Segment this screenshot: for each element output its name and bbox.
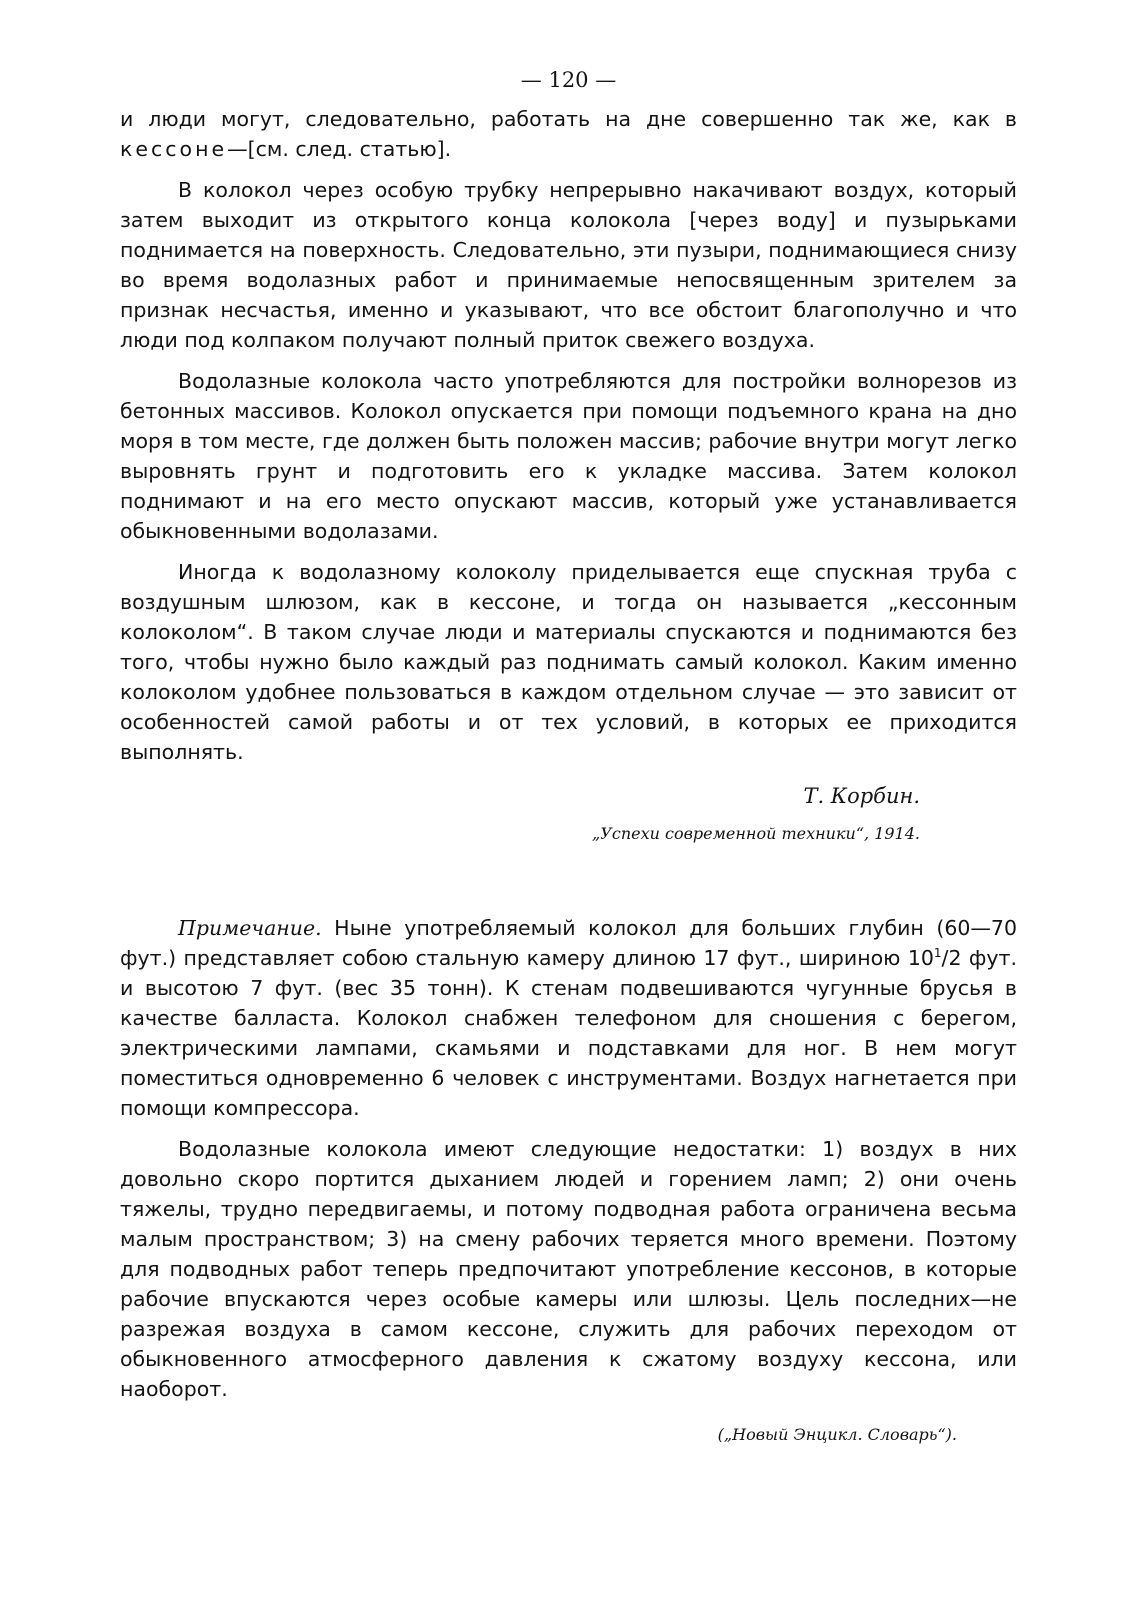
- article-source: „Успехи современной техники“, 1914.: [592, 824, 920, 843]
- page: [120, 66, 1017, 1450]
- paragraph-disadvantages: Водолазные колокола имеют следующие недостатки: 1) воздух в них довольно скоро портится дыханием людей и горением ламп; 2) они очень тяжелы, трудно передвигаемы, и потому подводная работа ограничена весьма малым пространством; 3) на смену рабочих теряется много времени. Поэтому для подводных работ теперь предпочитают употребление кессонов, в которые рабочие впускаются через особые камеры или шлюзы. Цель последних—не разрежая воздуха в самом кессоне, служить для рабочих переходом от обыкновенного атмосферного давления к сжатому воздуху кессона, или наоборот.: [120, 1137, 1017, 1401]
- section-gap: [120, 849, 1017, 913]
- spaced-word: кессоне: [120, 137, 228, 161]
- page-number: — 120 —: [520, 68, 617, 92]
- author-signature: Т. Корбин.: [803, 784, 920, 808]
- paragraph-continuation: [120, 104, 1017, 164]
- paragraph-continuation-end: —[см. след. статью].: [227, 137, 452, 161]
- paragraph-caisson-bell: Иногда к водолазному колоколу приделывается еще спускная труба с воздушным шлюзом, как в кессоне, и тогда он называется „кессонным колоколом“. В таком случае люди и материалы спускаются и поднимаются без того, чтобы нужно было каждый раз поднимать самый колокол. Каким именно колоколом удобнее пользоваться в каждом отдельном случае — это зависит от особенностей самой работы и от тех условий, в которых ее приходится выполнять.: [120, 560, 1017, 764]
- note-paragraph: [120, 913, 1017, 1123]
- encyclopedia-source: („Новый Энцикл. Словарь“).: [717, 1425, 957, 1444]
- fraction-numerator: 1: [933, 946, 942, 961]
- note-text-end: фут. и высотою 7 фут. (вес 35 тонн). К стенам подвешиваются чугунные брусья в качестве балласта. Колокол снабжен телефоном для сношения с берегом, электрическими лампами, скамьями и подставками для ног. В нем могут поместиться одновременно 6 человек с инструментами. Воздух нагнетается при помощи компрессора.: [120, 946, 1017, 1120]
- paragraph-breakwaters: Водолазные колокола часто употребляются для постройки волнорезов из бетонных массивов. Колокол опускается при помощи подъемного крана на дно моря в том месте, где должен быть положен массив; рабочие внутри могут легко выровнять грунт и подготовить его к укладке массива. Затем колокол поднимают и на его место опускают массив, который уже устанавливается обыкновенными водолазами.: [120, 369, 1017, 543]
- paragraph-continuation-text: и люди могут, следовательно, работать на дне совершенно так же, как в: [120, 107, 1017, 131]
- paragraph-air-supply: В колокол через особую трубку непрерывно накачивают воздух, который затем выходит из открытого конца колокола [через воду] и пузырьками поднимается на поверхность. Следовательно, эти пузыри, поднимающиеся снизу во время водолазных работ и принимаемые непосвященным зрителем за признак несчастья, именно и указывают, что все обстоит благополучно и что люди под колпаком получают полный приток свежего воздуха.: [120, 178, 1017, 352]
- note-label: Примечание.: [178, 916, 322, 940]
- note-text-start: Ныне употребляемый колокол для больших глубин (60—70 фут.) представляет собою стальную камеру длиною 17 фут., шириною 10: [120, 916, 1017, 970]
- fraction-denominator: /2: [941, 946, 962, 970]
